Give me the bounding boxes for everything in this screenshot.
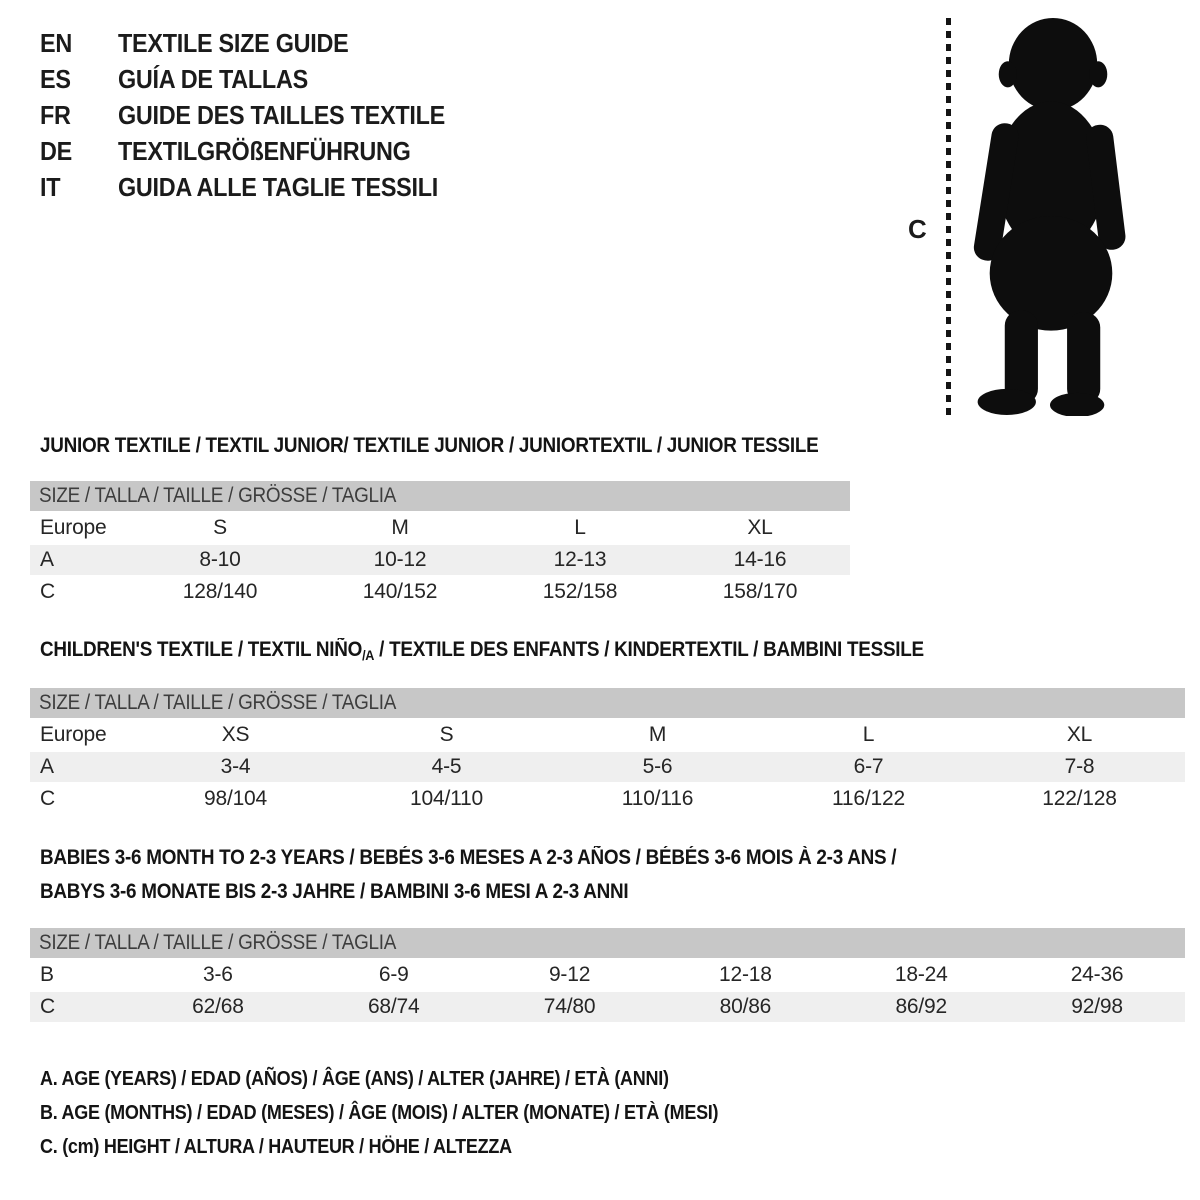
table-cell: 104/110 (410, 787, 483, 810)
table-cell: 3-4 (130, 752, 341, 782)
babies-row-b (30, 960, 1185, 990)
table-cell: 80/86 (657, 992, 833, 1022)
table-cell: 14-16 (670, 545, 850, 575)
children-section-title: CHILDREN'S TEXTILE / TEXTIL $NIÑO_{/A}$ / TEXTILE DES ENFANTS / KINDERTEXTIL / BAMBINI TESSILE (40, 638, 924, 663)
table-cell: 5-6 (552, 752, 763, 782)
lang-row-fr (40, 100, 481, 130)
table-cell: 7-8 (974, 752, 1185, 782)
column-header: XL (1066, 723, 1093, 746)
guide-title-fr: GUIDE DES TAILLES TEXTILE (118, 100, 445, 130)
lang-row-es (40, 64, 481, 94)
row-label: A (30, 545, 130, 575)
table-cell: 8-10 (130, 545, 310, 575)
table-cell: 18-24 (894, 963, 948, 986)
table-cell: 12-18 (719, 963, 772, 986)
row-label: C (30, 992, 130, 1022)
row-label: B (40, 963, 54, 986)
table-cell: 128/140 (182, 580, 258, 603)
table-cell: 10-12 (310, 545, 490, 575)
lang-code: EN (40, 28, 72, 58)
table-cell: 140/152 (362, 580, 438, 603)
children-size-table (30, 688, 1185, 816)
column-header: L (574, 516, 586, 539)
column-header: M (648, 723, 667, 746)
column-header: M (391, 516, 409, 539)
toddler-silhouette-icon (960, 14, 1142, 416)
babies-size-table (30, 928, 1185, 1024)
note-height-cm: C. (cm) HEIGHT / ALTURA / HAUTEUR / HÖHE / ALTEZZA (40, 1136, 512, 1158)
table-cell: 92/98 (1009, 992, 1185, 1022)
table-cell: 158/170 (722, 580, 798, 603)
table-cell: 3-6 (203, 963, 233, 986)
column-header: S (439, 723, 454, 746)
column-header: Europe (40, 723, 107, 746)
lang-row-it (40, 172, 481, 202)
junior-size-table (30, 481, 850, 609)
column-header: XS (221, 723, 250, 746)
size-header-bar: SIZE / TALLA / TAILLE / GRÖSSE / TAGLIA (30, 481, 850, 511)
column-header: S (213, 516, 227, 539)
junior-row-a (30, 545, 850, 575)
table-cell: 68/74 (306, 992, 482, 1022)
language-title-list (40, 28, 481, 208)
column-header: L (862, 723, 875, 746)
table-cell: 6-7 (763, 752, 974, 782)
row-label: C (40, 787, 55, 810)
table-cell: 110/116 (621, 787, 694, 810)
lang-code: DE (40, 136, 72, 166)
size-header-bar: SIZE / TALLA / TAILLE / GRÖSSE / TAGLIA (30, 928, 1185, 958)
table-cell: 6-9 (378, 963, 409, 986)
lang-code: FR (40, 100, 71, 130)
table-cell: 62/68 (130, 992, 306, 1022)
guide-title-en: TEXTILE SIZE GUIDE (118, 28, 349, 58)
size-header-bar: SIZE / TALLA / TAILLE / GRÖSSE / TAGLIA (30, 688, 1185, 718)
legend-notes (40, 1068, 794, 1170)
lang-code: IT (40, 172, 61, 202)
table-cell: 152/158 (542, 580, 618, 603)
babies-section-title-line2: BABYS 3-6 MONATE BIS 2-3 JAHRE / BAMBINI 3-6 MESI A 2-3 ANNI (40, 880, 629, 903)
guide-title-it: GUIDA ALLE TAGLIE TESSILI (118, 172, 438, 202)
lang-code: ES (40, 64, 71, 94)
table-cell: 74/80 (482, 992, 658, 1022)
column-header: Europe (40, 516, 107, 539)
table-cell: 12-13 (490, 545, 670, 575)
babies-row-c (30, 992, 1185, 1022)
table-cell: 122/128 (1042, 787, 1117, 810)
children-table-grid (30, 718, 1185, 816)
height-measure-label: C (908, 214, 927, 244)
row-label: A (30, 752, 130, 782)
row-label: C (40, 580, 55, 603)
note-age-years: A. AGE (YEARS) / EDAD (AÑOS) / ÂGE (ANS) / ALTER (JAHRE) / ETÀ (ANNI) (40, 1068, 669, 1090)
guide-title-es: GUÍA DE TALLAS (118, 64, 308, 94)
babies-table-grid (30, 958, 1185, 1024)
junior-row-c (30, 577, 850, 607)
children-row-a (30, 752, 1185, 782)
note-age-months: B. AGE (MONTHS) / EDAD (MESES) / ÂGE (MOIS) / ALTER (MONATE) / ETÀ (MESI) (40, 1102, 719, 1124)
babies-section-title-line1: BABIES 3-6 MONTH TO 2-3 YEARS / BEBÉS 3-6 MESES A 2-3 AÑOS / BÉBÉS 3-6 MOIS À 2-3 ANS / (40, 846, 897, 869)
lang-row-de (40, 136, 481, 166)
children-columns-row (30, 720, 1185, 750)
junior-section-title: JUNIOR TEXTILE / TEXTIL JUNIOR/ TEXTILE JUNIOR / JUNIORTEXTIL / JUNIOR TESSILE (40, 434, 819, 457)
junior-table-grid (30, 511, 850, 609)
table-cell: 98/104 (203, 787, 268, 810)
lang-row-en (40, 28, 481, 58)
table-cell: 9-12 (548, 963, 591, 986)
junior-columns-row (30, 513, 850, 543)
table-cell: 4-5 (341, 752, 552, 782)
children-row-c (30, 784, 1185, 814)
column-header: XL (747, 516, 773, 539)
table-cell: 116/122 (832, 787, 905, 810)
table-cell: 86/92 (833, 992, 1009, 1022)
guide-title-de: TEXTILGRÖßENFÜHRUNG (118, 136, 411, 166)
height-measure-dashed-line (946, 18, 951, 416)
nino-a-subscript: /A (362, 647, 375, 663)
table-cell: 24-36 (1070, 963, 1124, 986)
